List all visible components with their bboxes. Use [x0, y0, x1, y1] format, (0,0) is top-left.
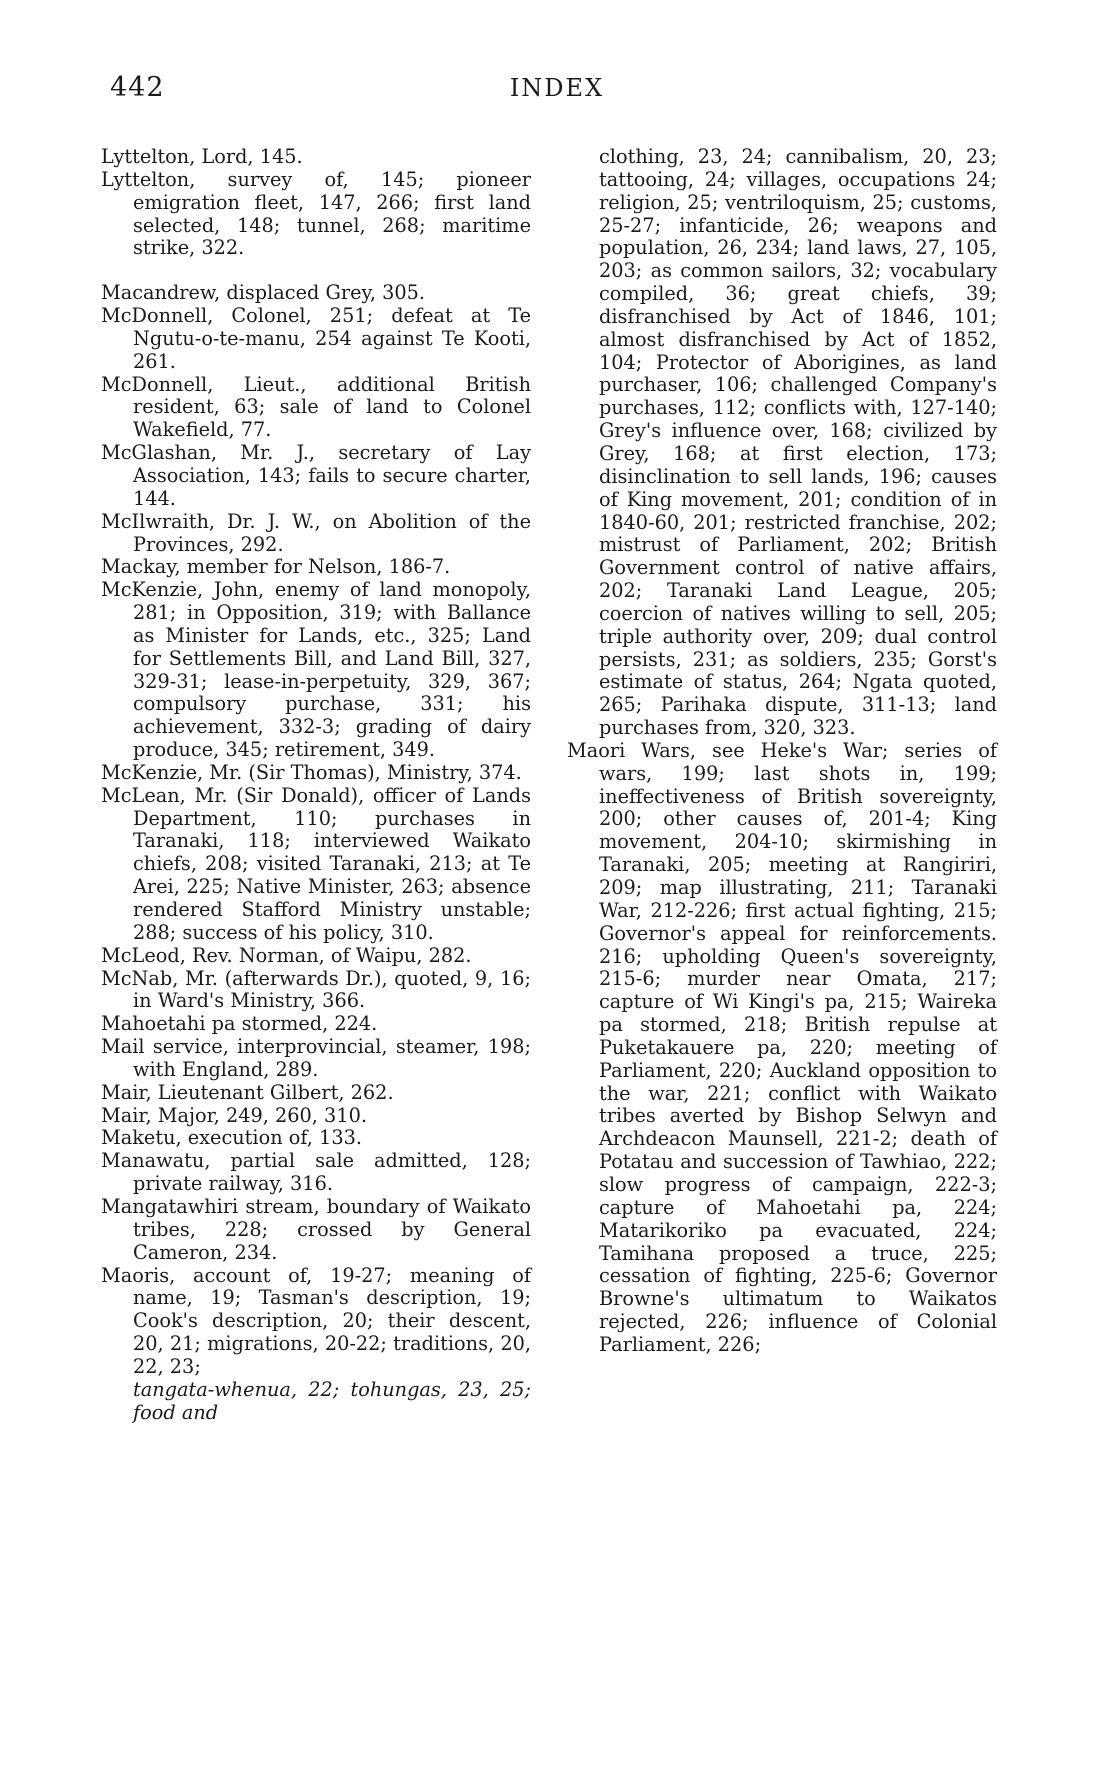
index-entry: McKenzie, John, enemy of land monopoly, 281; in Opposition, 319; with Ballance as Minister for Lands, etc., 325; Land for Settlements Bill, and Land Bill, 327, 329-31; lease-in-perpetuity, 329, 367; compulsory purchase, 331; his achievement, 332-3; grading of dairy produce, 345; retirement, 349. [101, 578, 531, 762]
page-number: 442 [110, 72, 165, 103]
index-entry: McGlashan, Mr. J., secretary of Lay Association, 143; fails to secure charter, 144. [101, 441, 531, 510]
index-entry: Mahoetahi pa stormed, 224. [101, 1012, 378, 1036]
index-entry: Lyttelton, Lord, 145. [101, 145, 303, 168]
running-title: INDEX [509, 74, 605, 102]
index-entry: Lyttelton, survey of, 145; pioneer emigration fleet, 147, 266; first land selected, 148; tunnel, 268; maritime strike, 322. [101, 167, 531, 260]
page-header [0, 72, 1114, 112]
index-entry: Mair, Major, 249, 260, 310. [101, 1103, 367, 1127]
index-entry: McDonnell, Lieut., additional British resident, 63; sale of land to Colonel Wakefield, 77. [101, 372, 531, 442]
index-entry: Maori Wars, see Heke's War; series of wars, 199; last shots in, 199; ineffectiveness of British sovereignty, 200; other causes of, 201-4; King movement, 204-10; skirmishing in Taranaki, 205; meeting at Rangiriri, 209; map illustrating, 211; Taranaki War, 212-226; first actual fighting, 215; Governor's appeal for reinforcements. 216; upholding Queen's sovereignty, 215-6; murder near Omata, 217; capture of Wi Kingi's pa, 215; Waireka pa stormed, 218; British repulse at Puketakauere pa, 220; meeting of Parliament, 220; Auckland opposition to the war, 221; conflict with Waikato tribes averted by Bishop Selwyn and Archdeacon Maunsell, 221-2; death of Potatau and succession of Tawhiao, 222; slow progress of campaign, 222-3; capture of Mahoetahi pa, 224; Matarikoriko pa evacuated, 224; Tamihana proposed a truce, 225; cessation of fighting, 225-6; Governor Browne's ultimatum to Waikatos rejected, 226; influence of Colonial Parliament, 226; [567, 738, 997, 1356]
index-entry: Mail service, interprovincial, steamer, 198; with England, 289. [101, 1035, 531, 1081]
index-entry: Mangatawhiri stream, boundary of Waikato tribes, 228; crossed by General Cameron, 234. [101, 1194, 531, 1264]
index-entry: Maoris, account of, 19-27; meaning of name, 19; Tasman's description, 19; Cook's description, 20; their descent, 20, 21; migrations, 20-22; traditions, 20, 22, 23; [101, 1263, 531, 1378]
index-entry: Mair, Lieutenant Gilbert, 262. [101, 1080, 394, 1104]
index-entry-continued: tangata-whenua, 22; tohungas, 23, 25; food and [133, 1377, 531, 1424]
index-entry: McKenzie, Mr. (Sir Thomas), Ministry, 374. [101, 760, 522, 784]
index-entry: McNab, Mr. (afterwards Dr.), quoted, 9, 16; in Ward's Ministry, 366. [101, 966, 531, 1013]
index-entry: Macandrew, displaced Grey, 305. [101, 281, 426, 305]
index-entry: Mackay, member for Nelson, 186-7. [101, 555, 451, 579]
index-entry: McLean, Mr. (Sir Donald), officer of Lands Department, 110; purchases in Taranaki, 118; interviewed Waikato chiefs, 208; visited Taranaki, 213; at Te Arei, 225; Native Minister, 263; absence rendered Stafford Ministry unstable; 288; success of his policy, 310. [101, 783, 531, 944]
index-entry: McLeod, Rev. Norman, of Waipu, 282. [101, 943, 472, 967]
index-entry: Manawatu, partial sale admitted, 128; private railway, 316. [101, 1149, 531, 1196]
index-entry-continued: clothing, 23, 24; cannibalism, 20, 23; tattooing, 24; villages, occupations 24; religion, 25; ventriloquism, 25; customs, 25-27; infanticide, 26; weapons and population, 26, 234; land laws, 27, 105, 203; as common sailors, 32; vocabulary compiled, 36; great chiefs, 39; disfranchised by Act of 1846, 101; almost disfranchised by Act of 1852, 104; Protector of Aborigines, as land purchaser, 106; challenged Company's purchases, 112; conflicts with, 127-140; Grey's influence over, 168; civilized by Grey, 168; at first election, 173; disinclination to sell lands, 196; causes of King movement, 201; condition of in 1840-60, 201; restricted franchise, 202; mistrust of Parliament, 202; British Government control of native affairs, 202; Taranaki Land League, 205; coercion of natives willing to sell, 205; triple authority over, 209; dual control persists, 231; as soldiers, 235; Gorst's estimate of status, 264; Ngata quoted, 265; Parihaka dispute, 311-13; land purchases from, 320, 323. [599, 145, 997, 740]
index-column-left [101, 146, 531, 1424]
index-entry: McDonnell, Colonel, 251; defeat at Te Ngutu-o-te-manu, 254 against Te Kooti, 261. [101, 304, 531, 373]
index-entry: McIlwraith, Dr. J. W., on Abolition of the Provinces, 292. [101, 509, 531, 556]
index-column-right [567, 146, 997, 1357]
index-entry: Maketu, execution of, 133. [101, 1126, 362, 1150]
